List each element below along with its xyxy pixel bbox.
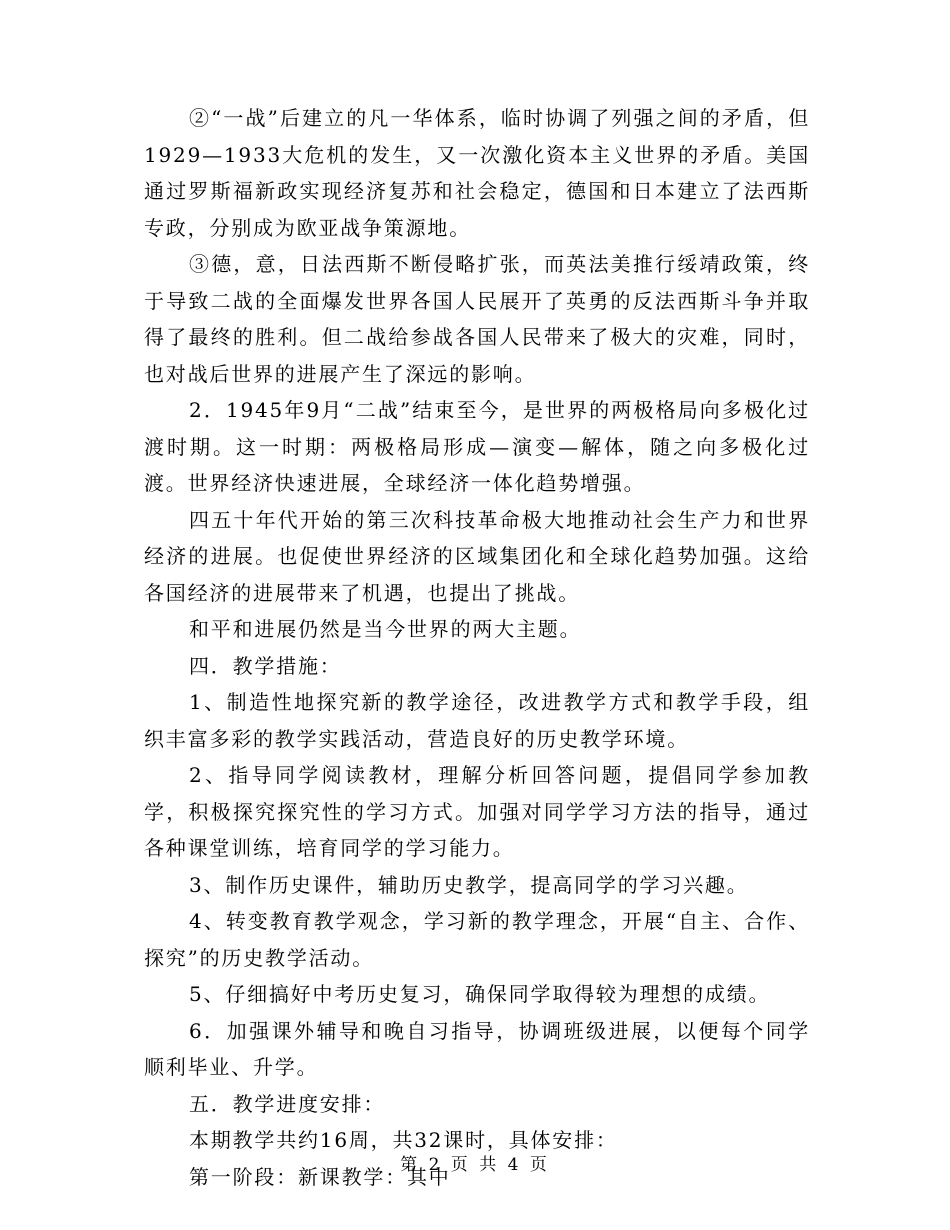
paragraph: ③德，意，日法西斯不断侵略扩张，而英法美推行绥靖政策，终于导致二战的全面爆发世界各国人民展开了英勇的反法西斯斗争并取得了最终的胜利。但二战给参战各国人民带来了极大的灾难，同时，也对战后世界的进展产生了深远的影响。 — [144, 252, 810, 386]
paragraph: 第一阶段：新课教学：其中 — [189, 1164, 451, 1189]
paragraph: 1、制造性地探究新的教学途径，改进教学方式和教学手段，组织丰富多彩的教学实践活动，营造良好的历史教学环境。 — [144, 690, 810, 751]
paragraph: 四五十年代开始的第三次科技革命极大地推动社会生产力和世界经济的进展。也促使世界经济的区域集团化和全球化趋势加强。这给各国经济的进展带来了机遇，也提出了挑战。 — [144, 507, 810, 605]
paragraph: 6．加强课外辅导和晚自习指导，协调班级进展，以便每个同学顺利毕业、升学。 — [144, 1018, 810, 1079]
paragraph: 本期教学共约16周，共32课时，具体安排： — [189, 1128, 618, 1152]
paragraph: 3、制作历史课件，辅助历史教学，提高同学的学习兴趣。 — [189, 872, 749, 897]
paragraph: 和平和进展仍然是当今世界的两大主题。 — [189, 617, 582, 641]
paragraph: 2．1945年9月“二战”结束至今，是世界的两极格局向多极化过渡时期。这一时期：两极格局形成—演变—解体，随之向多极化过渡。世界经济快速进展，全球经济一体化趋势增强。 — [144, 398, 810, 495]
paragraph: 2、指导同学阅读教材，理解分析回答问题，提倡同学参加教学，积极探究探究性的学习方式。加强对同学学习方法的指导，通过各种课堂训练，培育同学的学习能力。 — [144, 763, 810, 860]
section-heading: 四．教学措施： — [189, 653, 342, 678]
paragraph: ②“一战”后建立的凡一华体系，临时协调了列强之间的矛盾，但1929—1933大危机的发生，又一次激化资本主义世界的矛盾。美国通过罗斯福新政实现经济复苏和社会稳定，德国和日本建立了法西斯专政，分别成为欧亚战争策源地。 — [144, 106, 810, 240]
section-heading: 五．教学进度安排： — [189, 1091, 386, 1116]
page-body — [144, 100, 810, 1195]
paragraph: 5、仔细搞好中考历史复习，确保同学取得较为理想的成绩。 — [189, 982, 771, 1006]
paragraph: 4、转变教育教学观念，学习新的教学理念，开展“自主、合作、探究”的历史教学活动。 — [144, 909, 810, 970]
page-footer: 第 2 页 共 4 页 — [400, 1155, 550, 1175]
